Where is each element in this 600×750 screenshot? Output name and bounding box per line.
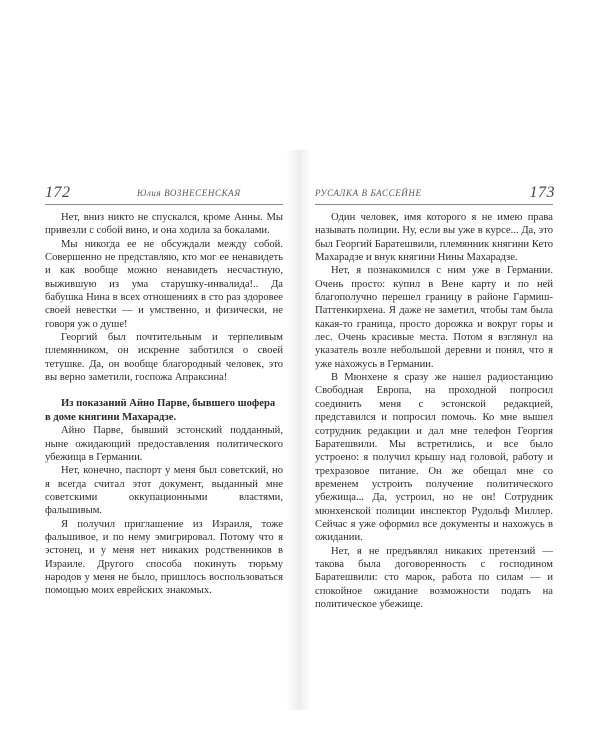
paragraph: Нет, вниз никто не спускался, кроме Анны. Мы привезли с собой вино, и она ходила за бокалами. [45, 212, 283, 237]
header-rule [45, 204, 283, 205]
paragraph: Георгий был почтительным и терпеливым племянником, он искренне заботился о своей тетушке. Да, он вообще благородный человек, это вы верно заметили, госпожа Апраксина! [45, 332, 283, 384]
right-page-header [315, 184, 555, 205]
spacer [45, 384, 283, 397]
page-number: 172 [45, 184, 71, 201]
section-subhead: Из показаний Айно Парве, бывшего шофера в доме княгини Махарадзе. [45, 398, 276, 423]
running-head-title: РУСАЛКА В БАССЕЙНЕ [315, 188, 422, 198]
paragraph: Айно Парве, бывший эстонский подданный, ныне ожидающий предоставления политического убежища в Германии. [45, 425, 283, 463]
header-rule [315, 204, 553, 205]
paragraph: Мы никогда ее не обсуждали между собой. Совершенно не представляю, кто мог ее ненавидеть и как вообще можно ненавидеть несчастную, выжившую из ума старушку-инвалида!.. Да бабушка Нина в всех отношениях в сто раз здоровее своей невестки — и умственно, и физически, не говоря уж о душе! [45, 238, 283, 330]
left-page [45, 184, 283, 598]
paragraph: Нет, конечно, паспорт у меня был советский, но я всегда считал этот документ, выданный мне советскими оккупационными властями, фальшивым. [45, 465, 283, 517]
paragraph: В Мюнхене я сразу же нашел радиостанцию Свободная Европа, на проходной попросил соединить меня с эстонской редакцией, представился и попросил помочь. Ко мне вышел сотрудник редакции и дал мне телефон Георгия Баратешвили. Мы встретились, и все было устроено: я получил крышу над головой, работу и трехразовое питание. Он же обещал мне со временем устроить получение политического убежища... Да, устроил, но не он! Сотрудник мюнхенской полиции инспектор Рудольф Миллер. Сейчас я уже оформил все документы и нахожусь в ожидании. [315, 372, 553, 544]
paragraph: Нет, я не предъявлял никаких претензий — такова была договоренность с господином Баратешвили: сто марок, работа по силам — и спокойное ожидание возможности подать на политическое убежище. [315, 545, 553, 610]
left-page-header [45, 184, 283, 205]
paragraph: Один человек, имя которого я не имею права называть полиции. Ну, если вы уже в курсе... Да, это был Георгий Баратешвили, племянник княгини Кето Махарадзе и внук княгини Нины Махарадзе. [315, 212, 553, 264]
paragraph: Нет, я познакомился с ним уже в Германии. Очень просто: купил в Вене карту и по ней благополучно перешел границу в районе Гармиш-Паттенкирхена. Я даже не заметил, чтобы там была какая-то граница, просто дорожка и вокруг горы и лес. Очень красивые места. Потом я взглянул на указатель возле небольшой деревни и понял, что я уже нахожусь в Германии. [315, 265, 553, 370]
right-page [315, 184, 555, 611]
paragraph: Я получил приглашение из Израиля, тоже фальшивое, и по нему эмигрировал. Потому что я эстонец, и у меня нет никаких родственников в Израиле. Другого способа покинуть тюрьму народов у меня не было, пришлось воспользоваться помощью моих еврейских знакомых. [45, 518, 283, 597]
page-number: 173 [529, 184, 555, 201]
running-head-author: Юлия ВОЗНЕСЕНСКАЯ [137, 188, 241, 198]
book-gutter [286, 150, 310, 710]
